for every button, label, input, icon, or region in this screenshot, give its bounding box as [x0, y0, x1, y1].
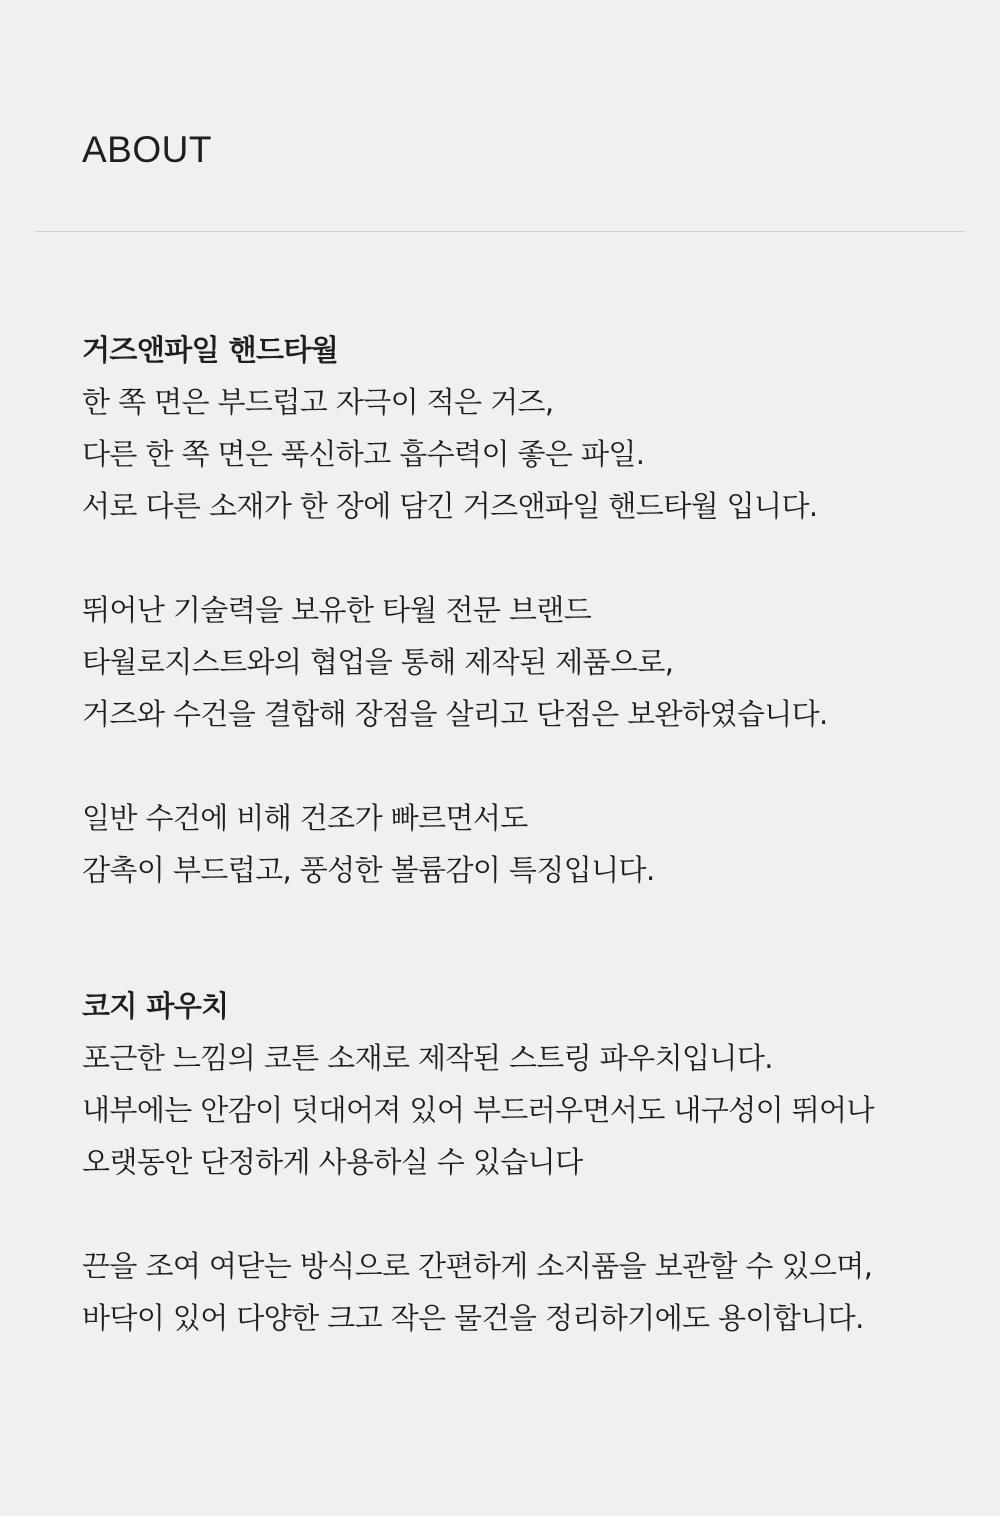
- text-line: 바닥이 있어 다양한 크고 작은 물건을 정리하기에도 용이합니다.: [82, 1301, 864, 1335]
- text-line: 서로 다른 소재가 한 장에 담긴 거즈앤파일 핸드타월 입니다.: [82, 489, 818, 523]
- text-line: 끈을 조여 여닫는 방식으로 간편하게 소지품을 보관할 수 있으며,: [82, 1249, 873, 1283]
- text-line: 오랫동안 단정하게 사용하실 수 있습니다: [82, 1145, 583, 1179]
- text-line: 뛰어난 기술력을 보유한 타월 전문 브랜드: [82, 593, 592, 627]
- towel-section: [82, 324, 962, 948]
- text-line: 일반 수건에 비해 건조가 빠르면서도: [82, 801, 528, 835]
- paragraph: [82, 792, 962, 896]
- text-line: 내부에는 안감이 덧대어져 있어 부드러우면서도 내구성이 뛰어나: [82, 1093, 874, 1127]
- text-line: 거즈와 수건을 결합해 장점을 살리고 단점은 보완하였습니다.: [82, 697, 828, 731]
- paragraph: [82, 1032, 962, 1188]
- paragraph: [82, 376, 962, 532]
- text-line: 다른 한 쪽 면은 푹신하고 흡수력이 좋은 파일.: [82, 437, 645, 471]
- text-line: 포근한 느낌의 코튼 소재로 제작된 스트링 파우치입니다.: [82, 1041, 773, 1075]
- section-heading: 거즈앤파일 핸드타월: [82, 333, 339, 367]
- paragraph: [82, 584, 962, 740]
- section-heading: 코지 파우치: [82, 989, 229, 1023]
- text-line: 타월로지스트와의 협업을 통해 제작된 제품으로,: [82, 645, 674, 679]
- text-line: 한 쪽 면은 부드럽고 자극이 적은 거즈,: [82, 385, 554, 419]
- text-line: 감촉이 부드럽고, 풍성한 볼륨감이 특징입니다.: [82, 853, 655, 887]
- paragraph: [82, 1240, 962, 1344]
- pouch-section: [82, 980, 962, 1396]
- divider: [35, 231, 965, 232]
- page-title: ABOUT: [82, 129, 212, 170]
